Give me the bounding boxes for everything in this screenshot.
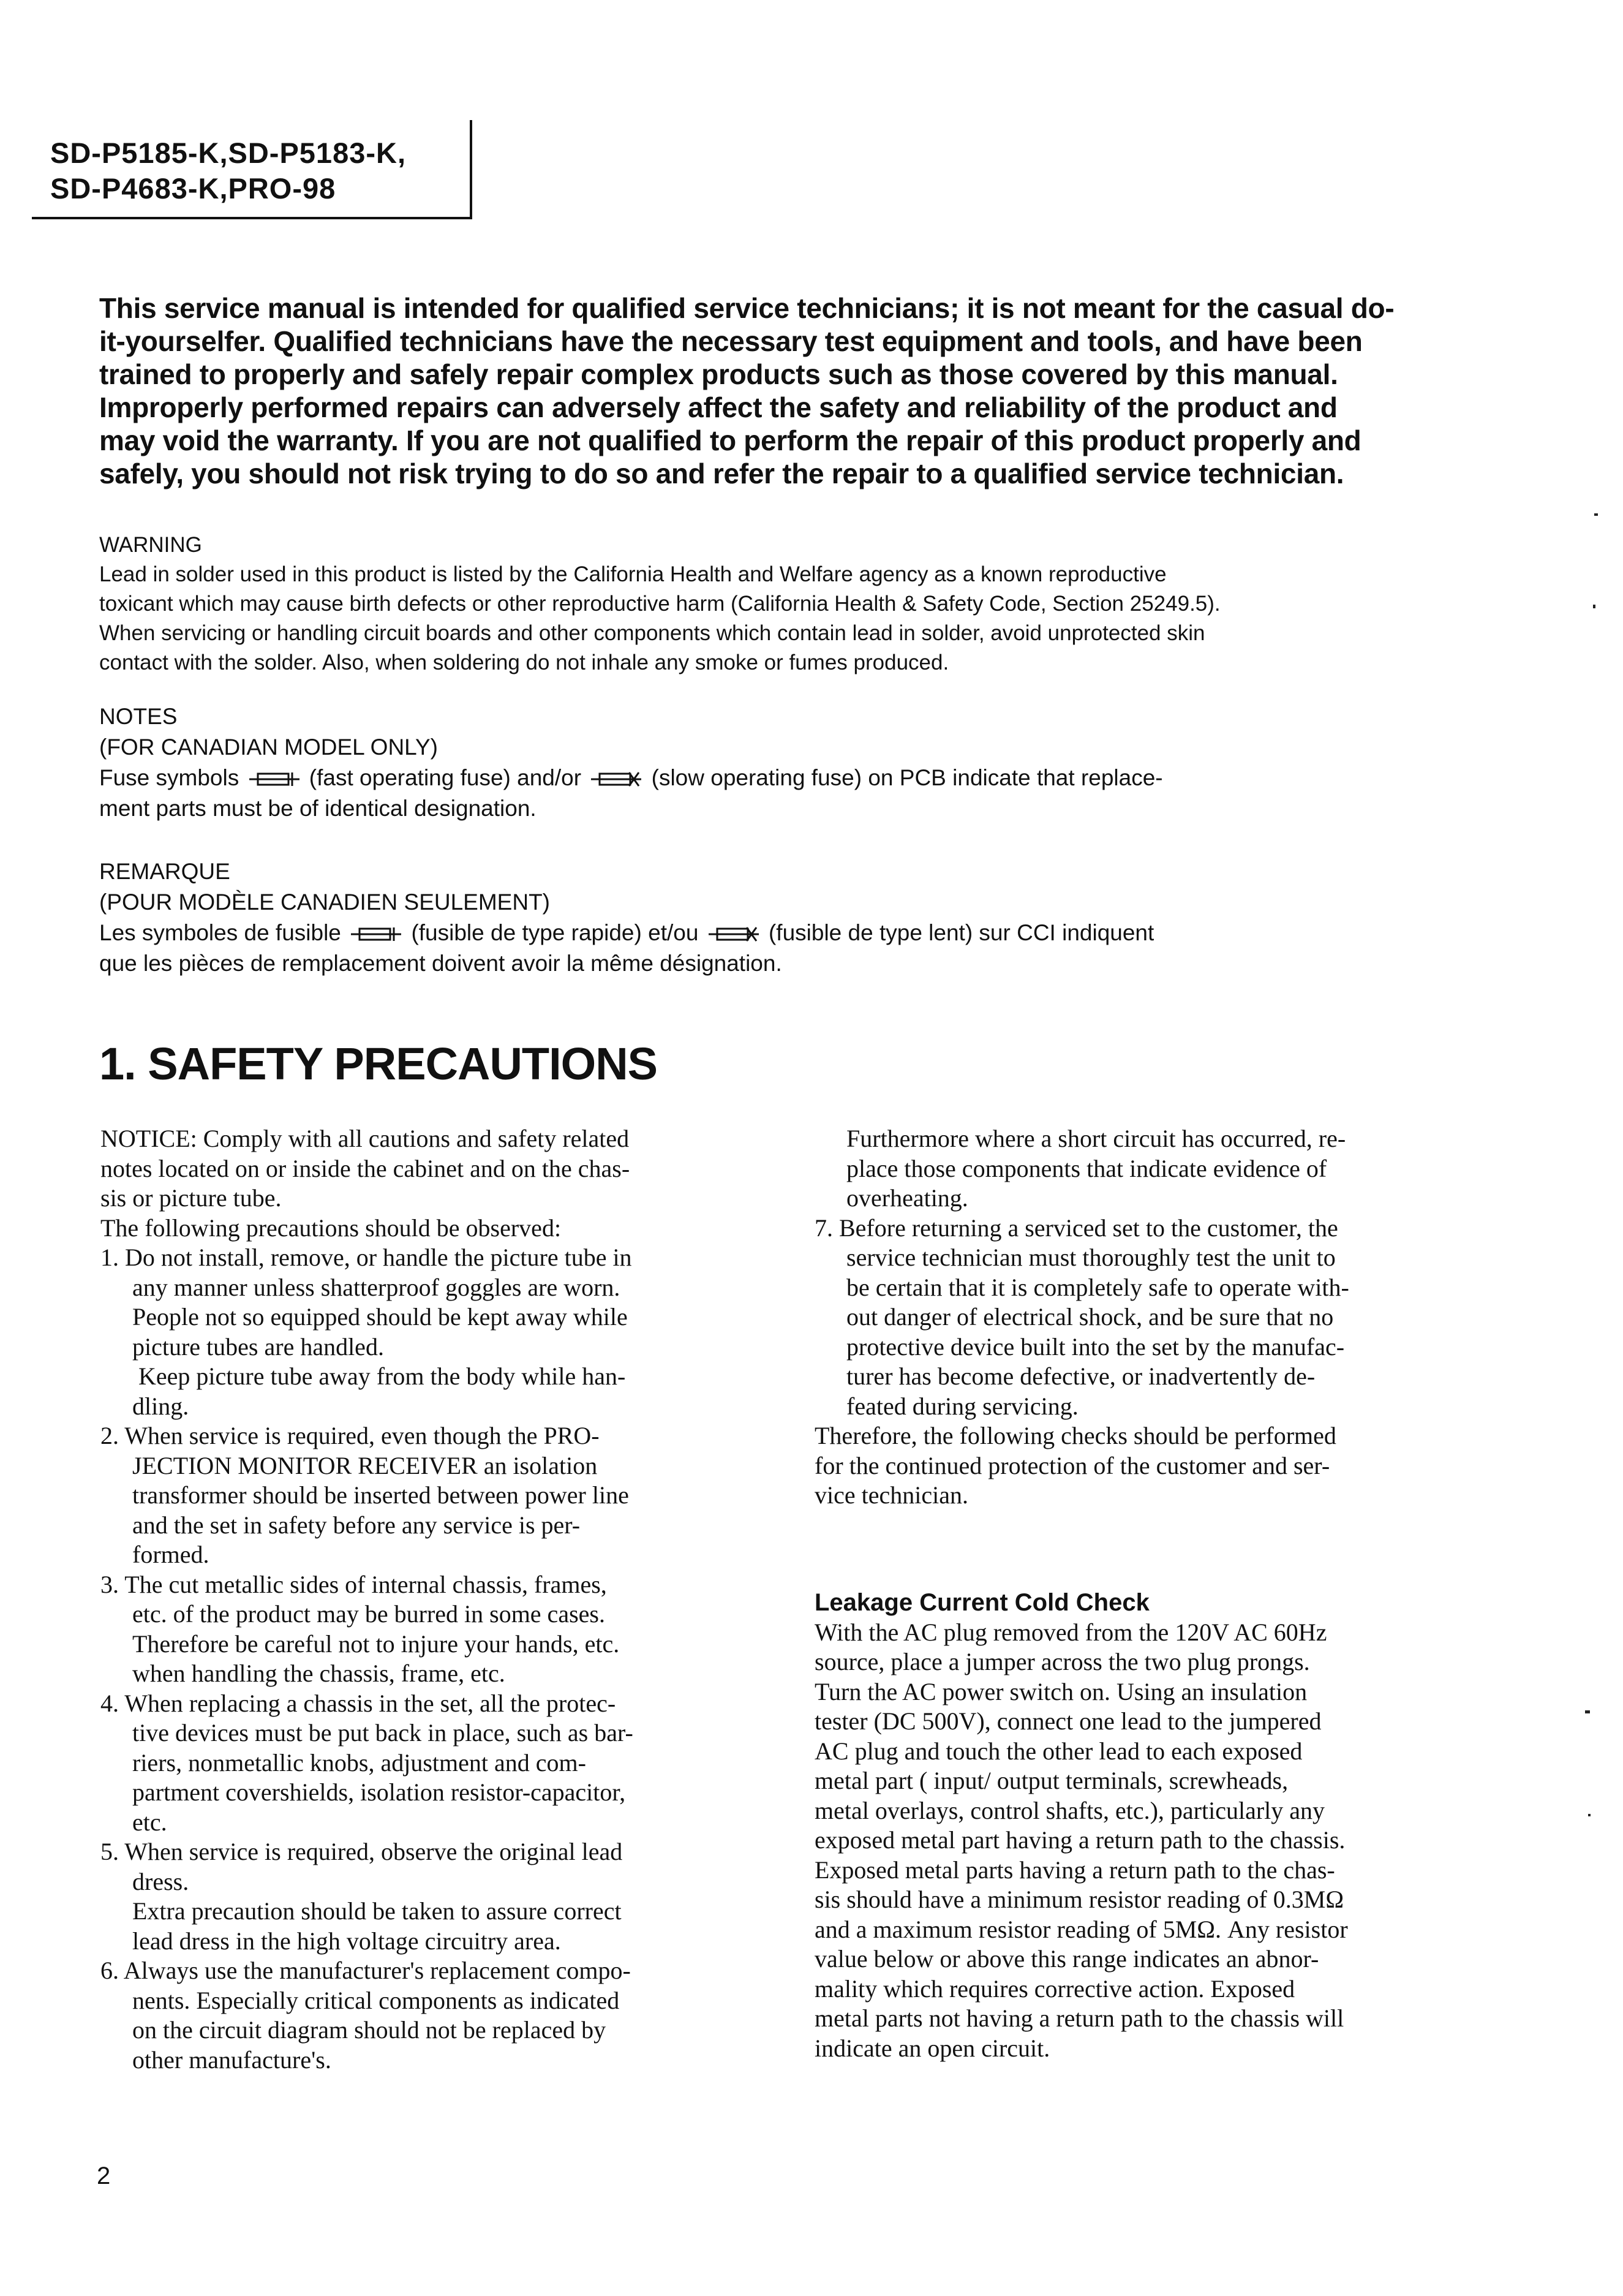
list-item-line: Therefore be careful not to injure your hands, etc. — [132, 1629, 620, 1658]
list-item-line: Furthermore where a short circuit has occurred, re- — [846, 1125, 1346, 1152]
notes-line-1: Fuse symbols (fast operating fuse) and/or (slow operating fuse) on PCB indicate that replace- — [99, 765, 1163, 790]
list-item-line: be certain that it is completely safe to operate with- — [846, 1273, 1349, 1301]
list-item-line: Extra precaution should be taken to assure correct — [132, 1897, 622, 1925]
list-item-line: turer has become defective, or inadvertently de- — [846, 1362, 1316, 1390]
list-item-line: dling. — [132, 1392, 189, 1420]
notes-heading: NOTES — [99, 704, 178, 729]
list-item-line: formed. — [132, 1541, 209, 1568]
page-number: 2 — [97, 2162, 111, 2189]
section-title: 1. SAFETY PRECAUTIONS — [99, 1038, 658, 1089]
model-header-box — [32, 120, 472, 219]
list-item-line: partment covershields, isolation resistor-capacitor, — [132, 1778, 626, 1806]
paragraph-line: and a maximum resistor reading of 5MΩ. Any resistor — [815, 1915, 1348, 1943]
paragraph-line: sis should have a minimum resistor reading of 0.3MΩ — [815, 1886, 1344, 1913]
scan-speck — [1594, 513, 1598, 516]
list-item-line: tive devices must be put back in place, such as bar- — [132, 1719, 633, 1747]
list-item-line: etc. — [132, 1808, 167, 1836]
list-item-line: riers, nonmetallic knobs, adjustment and com- — [132, 1748, 586, 1777]
list-item-line: People not so equipped should be kept away while — [132, 1303, 628, 1331]
list-item-line: protective device built into the set by the manufac- — [846, 1332, 1345, 1361]
warning-line: toxicant which may cause birth defects or other reproductive harm (California Health & Safety Code, Section 25249.5). — [99, 592, 1221, 616]
paragraph-line: source, place a jumper across the two plug prongs. — [815, 1648, 1310, 1675]
paragraph-line: metal overlays, control shafts, etc.), particularly any — [815, 1796, 1325, 1824]
remarque-line-2: que les pièces de remplacement doivent avoir la même désignation. — [99, 951, 782, 976]
paragraph-line: for the continued protection of the customer and ser- — [815, 1451, 1330, 1479]
list-item-line: out danger of electrical shock, and be sure that no — [846, 1303, 1334, 1331]
list-item-line: any manner unless shatterproof goggles are worn. — [132, 1273, 620, 1301]
fast-fuse-icon — [249, 770, 299, 788]
warning-line: contact with the solder. Also, when soldering do not inhale any smoke or fumes produced. — [99, 651, 949, 674]
paragraph-line: value below or above this range indicates an abnor- — [815, 1945, 1319, 1973]
list-item-line: service technician must thoroughly test the unit to — [846, 1244, 1336, 1271]
paragraph-line: metal part ( input/ output terminals, screwheads, — [815, 1767, 1289, 1794]
list-item-line: overheating. — [846, 1184, 968, 1212]
paragraph-line: Therefore, the following checks should be performed — [815, 1422, 1336, 1449]
list-item-line: when handling the chassis, frame, etc. — [132, 1660, 505, 1687]
paragraph-line: AC plug and touch the other lead to each exposed — [815, 1737, 1303, 1765]
warning-line: Lead in solder used in this product is listed by the California Health and Welfare agency as a known reproductive — [99, 562, 1167, 586]
notes-line-2: ment parts must be of identical designation. — [99, 796, 537, 821]
slow-fuse-icon — [591, 770, 641, 788]
paragraph-line: With the AC plug removed from the 120V AC 60Hz — [815, 1618, 1327, 1646]
paragraph-line: Turn the AC power switch on. Using an insulation — [815, 1677, 1308, 1705]
paragraph-line: tester (DC 500V), connect one lead to the jumpered — [815, 1707, 1322, 1735]
list-item-line: etc. of the product may be burred in some cases. — [132, 1600, 605, 1628]
list-item-line: 4. When replacing a chassis in the set, all the protec- — [100, 1689, 616, 1717]
safety-left-column — [100, 1124, 762, 2075]
list-item-line: dress. — [132, 1867, 189, 1895]
list-item-line: JECTION MONITOR RECEIVER an isolation — [132, 1451, 598, 1479]
list-item-line: feated during servicing. — [846, 1392, 1079, 1420]
remarque-block — [99, 856, 1465, 979]
scan-speck — [1593, 605, 1595, 608]
intro-line: safely, you should not risk trying to do so and refer the repair to a qualified service technician. — [99, 458, 1344, 489]
intro-line: Improperly performed repairs can adversely affect the safety and reliability of the product and — [99, 391, 1338, 423]
fast-fuse-icon — [351, 925, 401, 943]
scan-speck — [1585, 1710, 1590, 1713]
notes-subheading: (FOR CANADIAN MODEL ONLY) — [99, 734, 438, 760]
model-line-1: SD-P5185-K,SD-P5183-K, — [50, 137, 406, 169]
intro-line: may void the warranty. If you are not qualified to perform the repair of this product properly and — [99, 425, 1361, 456]
list-item-line: 3. The cut metallic sides of internal chassis, frames, — [100, 1570, 607, 1598]
intro-line: This service manual is intended for qualified service technicians; it is not meant for the casual do- — [99, 292, 1395, 324]
model-line-2: SD-P4683-K,PRO-98 — [50, 172, 336, 205]
paragraph-line: indicate an open circuit. — [815, 2034, 1050, 2062]
service-intro-paragraph — [99, 292, 1465, 490]
paragraph-line: sis or picture tube. — [100, 1184, 282, 1212]
list-item-line: transformer should be inserted between power line — [132, 1481, 629, 1509]
remarque-line-1: Les symboles de fusible (fusible de type rapide) et/ou (fusible de type lent) sur CCI indiquent — [99, 920, 1154, 945]
intro-line: trained to properly and safely repair complex products such as those covered by this manual. — [99, 358, 1338, 390]
paragraph-line: NOTICE: Comply with all cautions and safety related — [100, 1125, 630, 1152]
list-item-line: on the circuit diagram should not be replaced by — [132, 2016, 606, 2044]
list-item-line: Keep picture tube away from the body while han- — [138, 1362, 626, 1390]
paragraph-line: The following precautions should be observed: — [100, 1214, 562, 1242]
safety-right-column — [815, 1124, 1476, 1511]
notes-block — [99, 701, 1465, 824]
scan-speck — [1588, 1814, 1591, 1816]
slow-fuse-icon — [709, 925, 759, 943]
warning-line: When servicing or handling circuit boards and other components which contain lead in solder, avoid unprotected skin — [99, 621, 1205, 645]
list-item-line: 7. Before returning a serviced set to the customer, the — [815, 1214, 1338, 1242]
list-item-line: 6. Always use the manufacturer's replacement compo- — [100, 1957, 631, 1984]
list-item-line: and the set in safety before any service is per- — [132, 1511, 581, 1539]
warning-heading: WARNING — [99, 533, 202, 557]
paragraph-line: notes located on or inside the cabinet and on the chas- — [100, 1154, 630, 1182]
list-item-line: lead dress in the high voltage circuitry area. — [132, 1927, 561, 1955]
list-item-line: nents. Especially critical components as indicated — [132, 1986, 620, 2014]
warning-block — [99, 531, 1465, 678]
intro-line: it-yourselfer. Qualified technicians have the necessary test equipment and tools, and have been — [99, 325, 1363, 357]
list-item-line: place those components that indicate evidence of — [846, 1154, 1327, 1182]
list-item-line: other manufacture's. — [132, 2045, 331, 2074]
list-item-line: 1. Do not install, remove, or handle the picture tube in — [100, 1244, 632, 1271]
paragraph-line: Exposed metal parts having a return path to the chas- — [815, 1856, 1335, 1884]
paragraph-line: metal parts not having a return path to the chassis will — [815, 2004, 1344, 2032]
paragraph-line: vice technician. — [815, 1481, 968, 1509]
list-item-line: picture tubes are handled. — [132, 1332, 384, 1361]
paragraph-line: exposed metal part having a return path to the chassis. — [815, 1826, 1346, 1854]
list-item-line: 2. When service is required, even though the PRO- — [100, 1422, 600, 1449]
leakage-heading: Leakage Current Cold Check — [815, 1589, 1150, 1616]
leakage-section — [815, 1588, 1476, 2063]
remarque-subheading: (POUR MODÈLE CANADIEN SEULEMENT) — [99, 889, 550, 915]
paragraph-line: mality which requires corrective action. Exposed — [815, 1974, 1295, 2003]
remarque-heading: REMARQUE — [99, 859, 230, 884]
list-item-line: 5. When service is required, observe the original lead — [100, 1838, 623, 1865]
